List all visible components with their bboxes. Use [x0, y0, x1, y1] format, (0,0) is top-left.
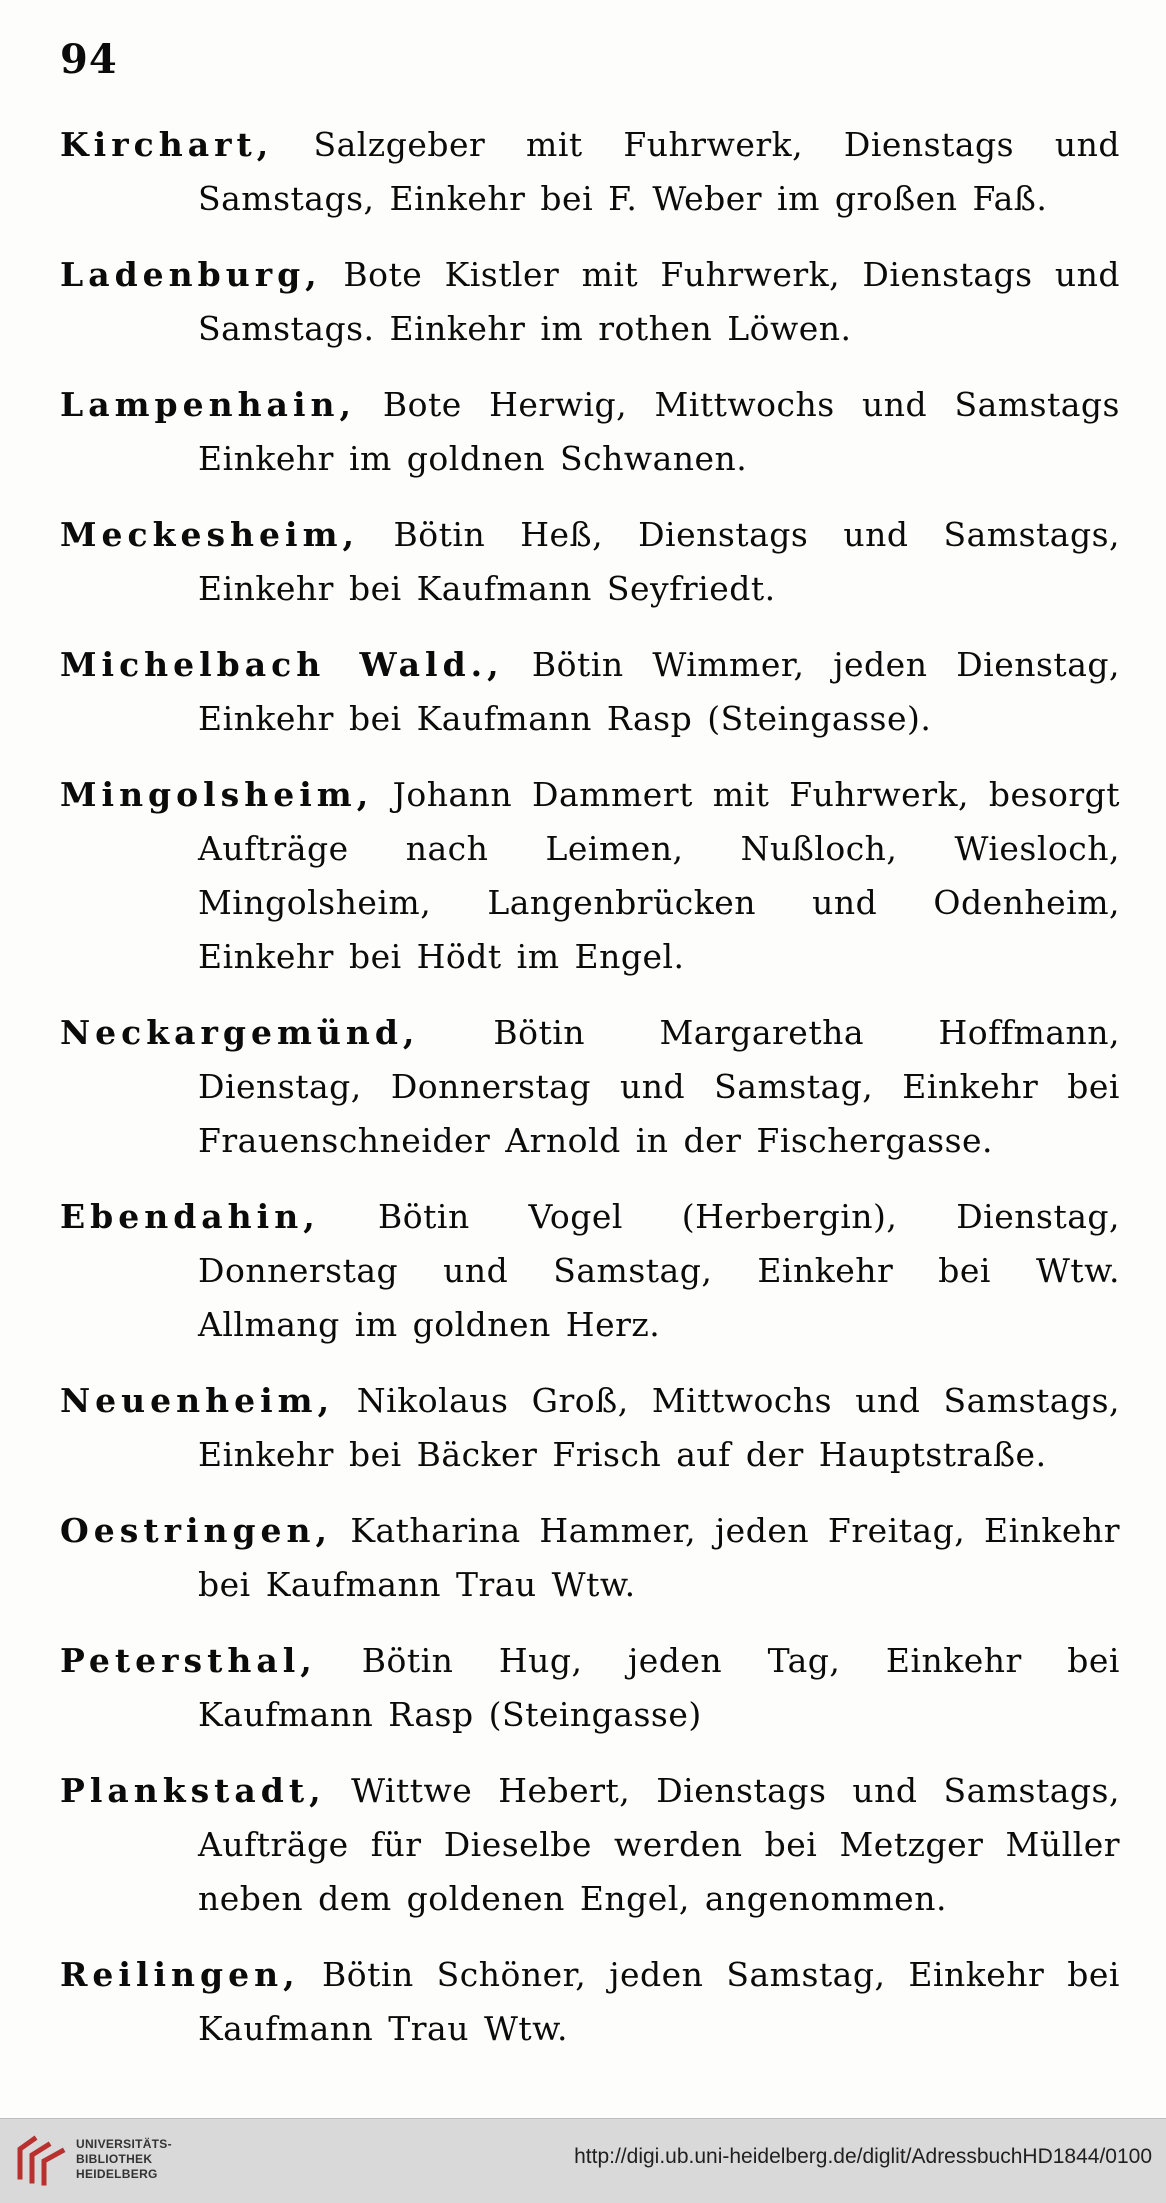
entry-text: Bötin Margaretha Hoffmann, Dienstag, Donnerstag und Samstag, Einkehr bei Frauenschneider Arnold in der Fischergasse.: [198, 1013, 1121, 1160]
heidelberg-library-logo-icon[interactable]: [14, 2133, 68, 2187]
entry-place: Petersthal,: [60, 1641, 317, 1680]
entry-place: Lampenhain,: [60, 385, 356, 424]
list-item: [60, 1006, 1120, 1168]
list-item: [60, 118, 1120, 226]
list-item: [60, 508, 1120, 616]
entry-text: Johann Dammert mit Fuhrwerk, besorgt Aufträge nach Leimen, Nußloch, Wiesloch, Mingolsheim, Langenbrücken und Odenheim, Einkehr bei Hödt im Engel.: [198, 775, 1120, 976]
entry-place: Ebendahin,: [60, 1197, 320, 1236]
list-item: [60, 1764, 1120, 1926]
library-name-line: BIBLIOTHEK: [76, 2152, 153, 2166]
list-item: [60, 378, 1120, 486]
entry-text: Bötin Heß, Dienstags und Samstags, Einkehr bei Kaufmann Seyfriedt.: [198, 515, 1120, 608]
list-item: [60, 1634, 1120, 1742]
entry-text: Katharina Hammer, jeden Freitag, Einkehr bei Kaufmann Trau Wtw.: [198, 1511, 1120, 1604]
entry-text: Bötin Vogel (Herbergin), Dienstag, Donnerstag und Samstag, Einkehr bei Wtw. Allmang im goldnen Herz.: [198, 1197, 1120, 1344]
list-item: [60, 638, 1120, 746]
entry-text: Bötin Wimmer, jeden Dienstag, Einkehr bei Kaufmann Rasp (Steingasse).: [198, 645, 1120, 738]
entry-place: Michelbach Wald.,: [60, 645, 504, 684]
entry-text: Bötin Schöner, jeden Samstag, Einkehr bei Kaufmann Trau Wtw.: [198, 1955, 1120, 2048]
library-name-line: UNIVERSITÄTS-: [76, 2137, 172, 2151]
list-item: [60, 1190, 1120, 1352]
entry-text: Bötin Hug, jeden Tag, Einkehr bei Kaufmann Rasp (Steingasse): [198, 1641, 1120, 1734]
entry-place: Ladenburg,: [60, 255, 322, 294]
library-name-line: HEIDELBERG: [76, 2167, 158, 2181]
entry-place: Mingolsheim,: [60, 775, 374, 814]
entry-place: Meckesheim,: [60, 515, 359, 554]
entry-place: Neuenheim,: [60, 1381, 335, 1420]
list-item: [60, 248, 1120, 356]
entry-place: Neckargemünd,: [60, 1013, 420, 1052]
entry-text: Salzgeber mit Fuhrwerk, Dienstags und Samstags, Einkehr bei F. Weber im großen Faß.: [198, 125, 1120, 218]
entry-place: Plankstadt,: [60, 1771, 326, 1810]
page-number: 94: [60, 36, 118, 83]
entry-text: Nikolaus Groß, Mittwochs und Samstags, Einkehr bei Bäcker Frisch auf der Hauptstraße.: [198, 1381, 1120, 1474]
list-item: [60, 1504, 1120, 1612]
entry-place: Oestringen,: [60, 1511, 333, 1550]
source-url-link[interactable]: http://digi.ub.uni-heidelberg.de/diglit/AdressbuchHD1844/0100: [574, 2145, 1152, 2168]
library-name: [76, 2137, 172, 2182]
entry-text: Bote Kistler mit Fuhrwerk, Dienstags und Samstags. Einkehr im rothen Löwen.: [198, 255, 1120, 348]
footer-bar: [0, 2118, 1166, 2203]
entry-list: [60, 118, 1120, 2078]
entry-text: Bote Herwig, Mittwochs und Samstags Einkehr im goldnen Schwanen.: [198, 385, 1120, 478]
entry-place: Kirchart,: [60, 125, 274, 164]
list-item: [60, 1374, 1120, 1482]
entry-text: Wittwe Hebert, Dienstags und Samstags, Aufträge für Dieselbe werden bei Metzger Müller neben dem goldenen Engel, angenommen.: [198, 1771, 1120, 1918]
list-item: [60, 1948, 1120, 2056]
list-item: [60, 768, 1120, 984]
entry-place: Reilingen,: [60, 1955, 300, 1994]
